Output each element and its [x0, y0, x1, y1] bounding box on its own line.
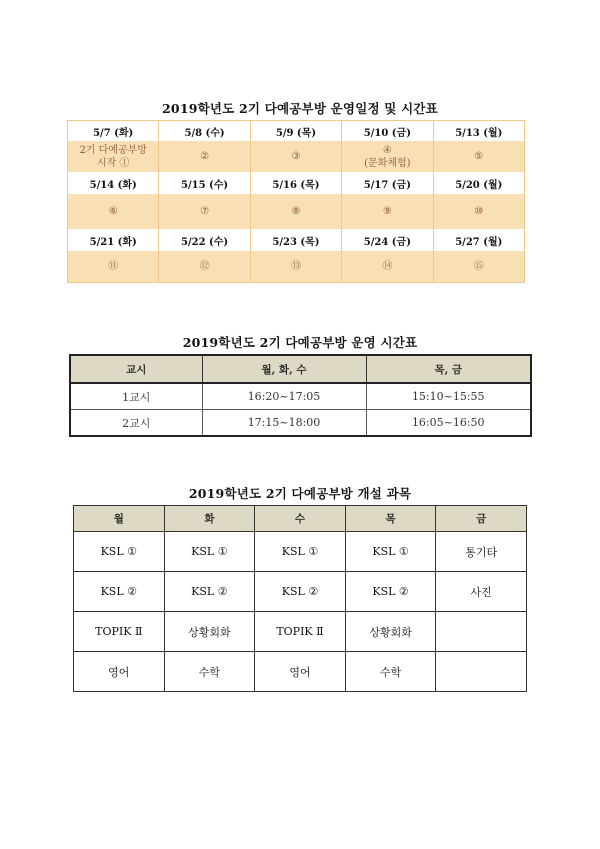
- session-cell: ②: [159, 141, 250, 172]
- date-cell: 5/17 (금): [342, 172, 433, 194]
- header-cell: 교시: [70, 355, 202, 383]
- time-cell: 16:20~17:05: [202, 383, 366, 410]
- schedule-title: 2019학년도 2기 다예공부방 운영일정 및 시간표: [162, 101, 438, 116]
- session-cell: ③: [250, 141, 341, 172]
- subject-cell: [436, 612, 527, 652]
- time-cell: 17:15~18:00: [202, 410, 366, 437]
- date-cell: 5/22 (수): [159, 229, 250, 251]
- subject-cell: 통기타: [436, 532, 527, 572]
- subjects-header-row: [74, 506, 527, 532]
- session-cell: ⑮: [433, 251, 524, 283]
- subject-cell: KSL ①: [255, 532, 346, 572]
- header-cell: 화: [164, 506, 255, 532]
- session-cell: ⑪: [68, 251, 159, 283]
- session-cell: ⑫: [159, 251, 250, 283]
- header-cell: 금: [436, 506, 527, 532]
- table-row: [74, 532, 527, 572]
- session-cell: ⑥: [68, 194, 159, 229]
- schedule-session-row: [68, 251, 525, 283]
- date-cell: 5/23 (목): [250, 229, 341, 251]
- schedule-session-row: [68, 194, 525, 229]
- period-cell: 2교시: [70, 410, 202, 437]
- session-cell: ⑤: [433, 141, 524, 172]
- session-cell: [68, 141, 159, 172]
- time-cell: 16:05~16:50: [366, 410, 531, 437]
- header-cell: 월: [74, 506, 165, 532]
- table-row: [74, 612, 527, 652]
- table-row: [74, 652, 527, 692]
- subject-cell: TOPIK Ⅱ: [74, 612, 165, 652]
- session-line: 시작 ①: [96, 157, 130, 169]
- date-cell: 5/10 (금): [342, 121, 433, 142]
- header-cell: 목: [345, 506, 436, 532]
- subject-cell: KSL ①: [345, 532, 436, 572]
- subject-cell: KSL ①: [164, 532, 255, 572]
- timetable-table: [69, 354, 532, 437]
- subject-cell: KSL ②: [345, 572, 436, 612]
- subject-cell: 사진: [436, 572, 527, 612]
- date-cell: 5/9 (목): [250, 121, 341, 142]
- timetable-header-row: [70, 355, 531, 383]
- subject-cell: KSL ②: [164, 572, 255, 612]
- date-cell: 5/13 (월): [433, 121, 524, 142]
- date-cell: 5/14 (화): [68, 172, 159, 194]
- session-cell: ⑦: [159, 194, 250, 229]
- date-cell: 5/21 (화): [68, 229, 159, 251]
- table-row: [70, 410, 531, 437]
- schedule-table: [67, 120, 525, 283]
- schedule-session-row: [68, 141, 525, 172]
- date-cell: 5/16 (목): [250, 172, 341, 194]
- table-row: [74, 572, 527, 612]
- session-cell: ⑭: [342, 251, 433, 283]
- session-cell: [342, 141, 433, 172]
- header-cell: 월, 화, 수: [202, 355, 366, 383]
- subject-cell: 상황회화: [164, 612, 255, 652]
- session-cell: ⑩: [433, 194, 524, 229]
- subject-cell: 수학: [345, 652, 436, 692]
- session-line: ④: [382, 144, 392, 156]
- date-cell: 5/15 (수): [159, 172, 250, 194]
- subject-cell: KSL ②: [255, 572, 346, 612]
- date-cell: 5/7 (화): [68, 121, 159, 142]
- period-cell: 1교시: [70, 383, 202, 410]
- session-line: (문화체험): [364, 157, 411, 169]
- session-cell: ⑬: [250, 251, 341, 283]
- header-cell: 목, 금: [366, 355, 531, 383]
- subject-cell: [436, 652, 527, 692]
- timetable-title: 2019학년도 2기 다예공부방 운영 시간표: [182, 335, 418, 350]
- subject-cell: 상황회화: [345, 612, 436, 652]
- schedule-date-row: [68, 121, 525, 142]
- table-row: [70, 383, 531, 410]
- subjects-title: 2019학년도 2기 다예공부방 개설 과목: [188, 486, 412, 501]
- date-cell: 5/20 (월): [433, 172, 524, 194]
- date-cell: 5/27 (월): [433, 229, 524, 251]
- schedule-date-row: [68, 229, 525, 251]
- session-line: 2기 다예공부방: [79, 144, 147, 156]
- time-cell: 15:10~15:55: [366, 383, 531, 410]
- subjects-table: [73, 505, 527, 692]
- subject-cell: KSL ②: [74, 572, 165, 612]
- subject-cell: 영어: [255, 652, 346, 692]
- date-cell: 5/8 (수): [159, 121, 250, 142]
- subject-cell: 수학: [164, 652, 255, 692]
- subject-cell: TOPIK Ⅱ: [255, 612, 346, 652]
- session-cell: ⑧: [250, 194, 341, 229]
- subject-cell: KSL ①: [74, 532, 165, 572]
- subject-cell: 영어: [74, 652, 165, 692]
- date-cell: 5/24 (금): [342, 229, 433, 251]
- schedule-date-row: [68, 172, 525, 194]
- session-cell: ⑨: [342, 194, 433, 229]
- header-cell: 수: [255, 506, 346, 532]
